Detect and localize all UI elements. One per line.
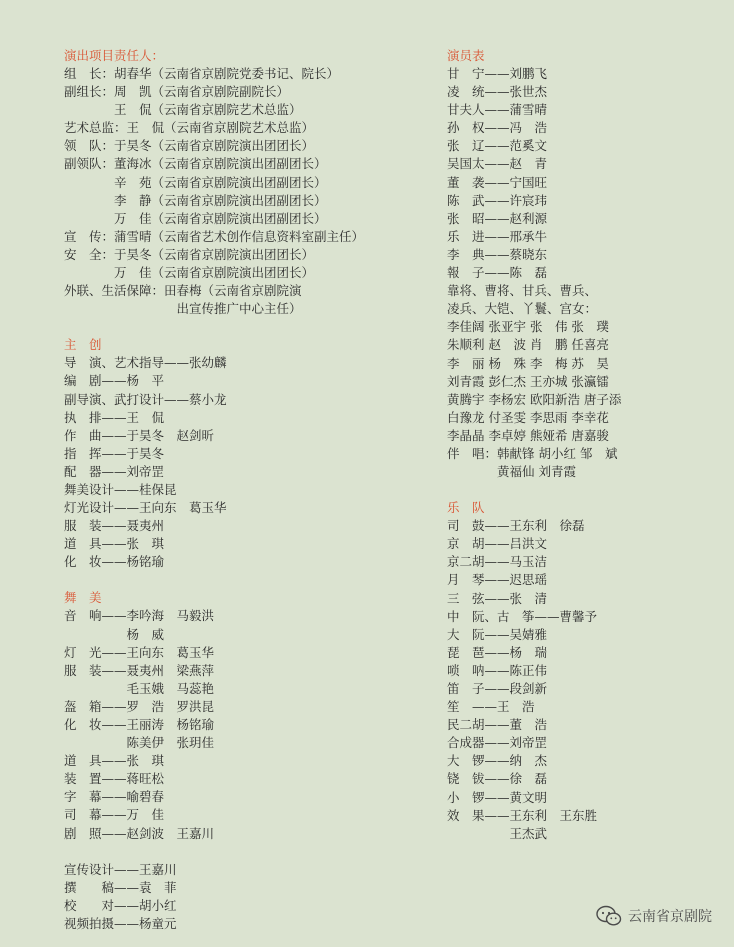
credit-line: 朱顺利 赵 波 肖 鹏 任喜亮 — [447, 337, 609, 353]
credit-line: 刘青霞 彭仁杰 王亦城 张瀛镭 — [447, 373, 609, 389]
credit-line: 三 弦——张 清 — [447, 590, 548, 606]
credit-line: 副导演、武打设计——蔡小龙 — [64, 391, 227, 407]
credit-line: 化 妆——王丽涛 杨铭瑜 — [64, 717, 215, 732]
credit-line: 京 胡——吕洪文 — [447, 536, 548, 552]
credit-line: 铙 钹——徐 磊 — [447, 771, 548, 787]
credit-line: 李 静（云南省京剧院演出团副团长） — [64, 192, 327, 208]
credit-line: 毛玉娥 马蕊艳 — [64, 680, 215, 696]
spacer — [64, 843, 414, 861]
credit-line: 乐 进——邢承牛 — [447, 228, 548, 244]
credit-line: 宣 传：蒲雪晴（云南省艺术创作信息资料室副主任） — [64, 228, 365, 244]
credit-line: 報 子——陈 磊 — [447, 265, 548, 281]
credit-line: 甘夫人——蒲雪晴 — [447, 102, 548, 118]
credit-line: 张 辽——范奚文 — [447, 138, 548, 154]
credit-line: 靠将、曹将、甘兵、曹兵、 — [447, 283, 598, 299]
credit-line: 李 典——蔡晓东 — [447, 246, 548, 262]
credit-line: 艺术总监：王 侃（云南省京剧院艺术总监） — [64, 120, 315, 136]
credit-line: 出宣传推广中心主任） — [64, 301, 302, 317]
credit-line: 笛 子——段剑新 — [447, 681, 548, 696]
credit-line: 凌兵、大铠、丫鬟、宫女： — [447, 301, 598, 317]
spacer — [64, 318, 414, 336]
credit-line: 黄腾宇 李杨宏 欧阳新浩 唐子添 — [447, 391, 622, 407]
credit-line: 李晶晶 李卓婷 熊娅希 唐嘉骏 — [447, 427, 609, 443]
credit-line: 副领队：董海冰（云南省京剧院演出团副团长） — [64, 156, 327, 172]
band-list — [447, 517, 717, 843]
credit-line: 万 佳（云南省京剧院演出团副团长） — [64, 210, 327, 226]
credit-line: 司 幕——万 佳 — [64, 807, 165, 823]
credit-line: 京二胡——马玉洁 — [447, 554, 548, 570]
spacer — [447, 481, 717, 499]
credit-line: 小 锣——黄文明 — [447, 789, 548, 805]
stage-list — [64, 607, 414, 842]
credit-line: 吴国太——赵 青 — [447, 156, 548, 172]
credit-line: 副组长：周 凯（云南省京剧院副院长） — [64, 84, 290, 100]
credit-line: 执 排——王 侃 — [64, 409, 165, 425]
credit-line: 视频拍摄——杨童元 — [64, 915, 177, 931]
account-watermark — [596, 905, 712, 927]
credit-line: 琵 琶——杨 瑞 — [447, 644, 548, 660]
creative-list — [64, 354, 414, 571]
band-heading: 乐 队 — [447, 500, 485, 516]
credit-line: 外联、生活保障：田春梅（云南省京剧院演 — [64, 283, 302, 299]
credit-line: 张 昭——赵利源 — [447, 210, 548, 226]
credit-line: 编 剧——杨 平 — [64, 373, 165, 389]
credit-line: 合成器——刘帝罡 — [447, 735, 548, 751]
credit-line: 服 装——聂夷州 梁燕萍 — [64, 662, 215, 678]
credit-line: 化 妆——杨铭瑜 — [64, 554, 165, 570]
credit-line: 剧 照——赵剑波 王嘉川 — [64, 825, 215, 841]
credit-line: 服 装——聂夷州 — [64, 518, 165, 534]
stage-heading: 舞 美 — [64, 590, 102, 606]
credit-line: 陈美伊 张玥佳 — [64, 735, 215, 751]
credit-line: 董 袭——宁国旺 — [447, 174, 548, 190]
wechat-icon — [596, 905, 622, 927]
credit-line: 甘 宁——刘鹏飞 — [447, 66, 548, 81]
credit-line: 作 曲——于昊冬 赵剑昕 — [64, 427, 215, 443]
credit-line: 导 演、艺术指导——张幼麟 — [64, 355, 227, 371]
credit-line: 万 佳（云南省京剧院演出团团长） — [64, 265, 315, 281]
credit-line: 灯光设计——王向东 葛玉华 — [64, 500, 227, 516]
credit-line: 大 锣——纳 杰 — [447, 753, 548, 769]
credit-line: 伴 唱：韩献锋 胡小红 邹 斌 — [447, 445, 618, 461]
right-column — [447, 47, 717, 843]
creative-heading: 主 创 — [64, 337, 102, 353]
credit-line: 唢 呐——陈正伟 — [447, 662, 548, 678]
credit-line: 白豫龙 付圣雯 李思雨 李幸花 — [447, 409, 609, 425]
credit-line: 效 果——王东利 王东胜 — [447, 807, 598, 823]
credit-line: 月 琴——迟思瑶 — [447, 572, 548, 588]
credit-line: 音 响——李吟海 马毅洪 — [64, 608, 215, 624]
credit-line: 道 具——张 琪 — [64, 536, 165, 552]
credit-line: 司 鼓——王东利 徐磊 — [447, 518, 585, 534]
credit-line: 中 阮、古 筝——曹馨予 — [447, 608, 598, 624]
spacer — [64, 571, 414, 589]
publicity-list — [64, 861, 414, 933]
cast-heading: 演员表 — [447, 48, 485, 63]
credit-line: 盔 箱——罗 浩 罗洪昆 — [64, 698, 215, 714]
credit-line: 陈 武——许宸玮 — [447, 192, 548, 208]
credit-line: 凌 统——张世杰 — [447, 84, 548, 100]
credit-line: 王杰武 — [447, 825, 548, 841]
credit-line: 灯 光——王向东 葛玉华 — [64, 644, 215, 660]
credit-line: 宣传设计——王嘉川 — [64, 861, 177, 877]
credit-line: 组 长：胡春华（云南省京剧院党委书记、院长） — [64, 66, 340, 81]
credit-line: 王 侃（云南省京剧院艺术总监） — [64, 102, 302, 118]
left-column — [64, 47, 414, 933]
credit-line: 辛 苑（云南省京剧院演出团副团长） — [64, 174, 327, 190]
credit-line: 孙 权——冯 浩 — [447, 120, 548, 136]
credit-line: 杨 威 — [64, 626, 165, 642]
credit-line: 大 阮——吴婧雅 — [447, 626, 548, 642]
credit-line: 民二胡——董 浩 — [447, 717, 548, 733]
credit-line: 撰 稿——袁 菲 — [64, 879, 177, 895]
credit-line: 校 对——胡小红 — [64, 897, 177, 913]
watermark-text: 云南省京剧院 — [628, 909, 712, 925]
credit-line: 配 器——刘帝罡 — [64, 463, 165, 479]
credit-line: 李佳阔 张亚宇 张 伟 张 璞 — [447, 319, 609, 335]
credit-line: 指 挥——于昊冬 — [64, 445, 165, 461]
credit-line: 安 全：于昊冬（云南省京剧院演出团团长） — [64, 246, 315, 262]
credit-line: 道 具——张 琪 — [64, 753, 165, 769]
responsible-list — [64, 65, 414, 318]
credit-line: 领 队：于昊冬（云南省京剧院演出团团长） — [64, 138, 315, 154]
credit-line: 舞美设计——桂保昆 — [64, 481, 177, 497]
responsible-heading: 演出项目责任人： — [64, 48, 165, 63]
credit-line: 装 置——蒋旺松 — [64, 771, 165, 787]
credit-line: 李 丽 杨 殊 李 梅 苏 昊 — [447, 355, 609, 371]
credit-line: 笙 ——王 浩 — [447, 699, 535, 715]
cast-list — [447, 65, 717, 481]
credit-line: 字 幕——喻碧春 — [64, 789, 165, 805]
credit-line: 黄福仙 刘青霞 — [447, 464, 576, 480]
